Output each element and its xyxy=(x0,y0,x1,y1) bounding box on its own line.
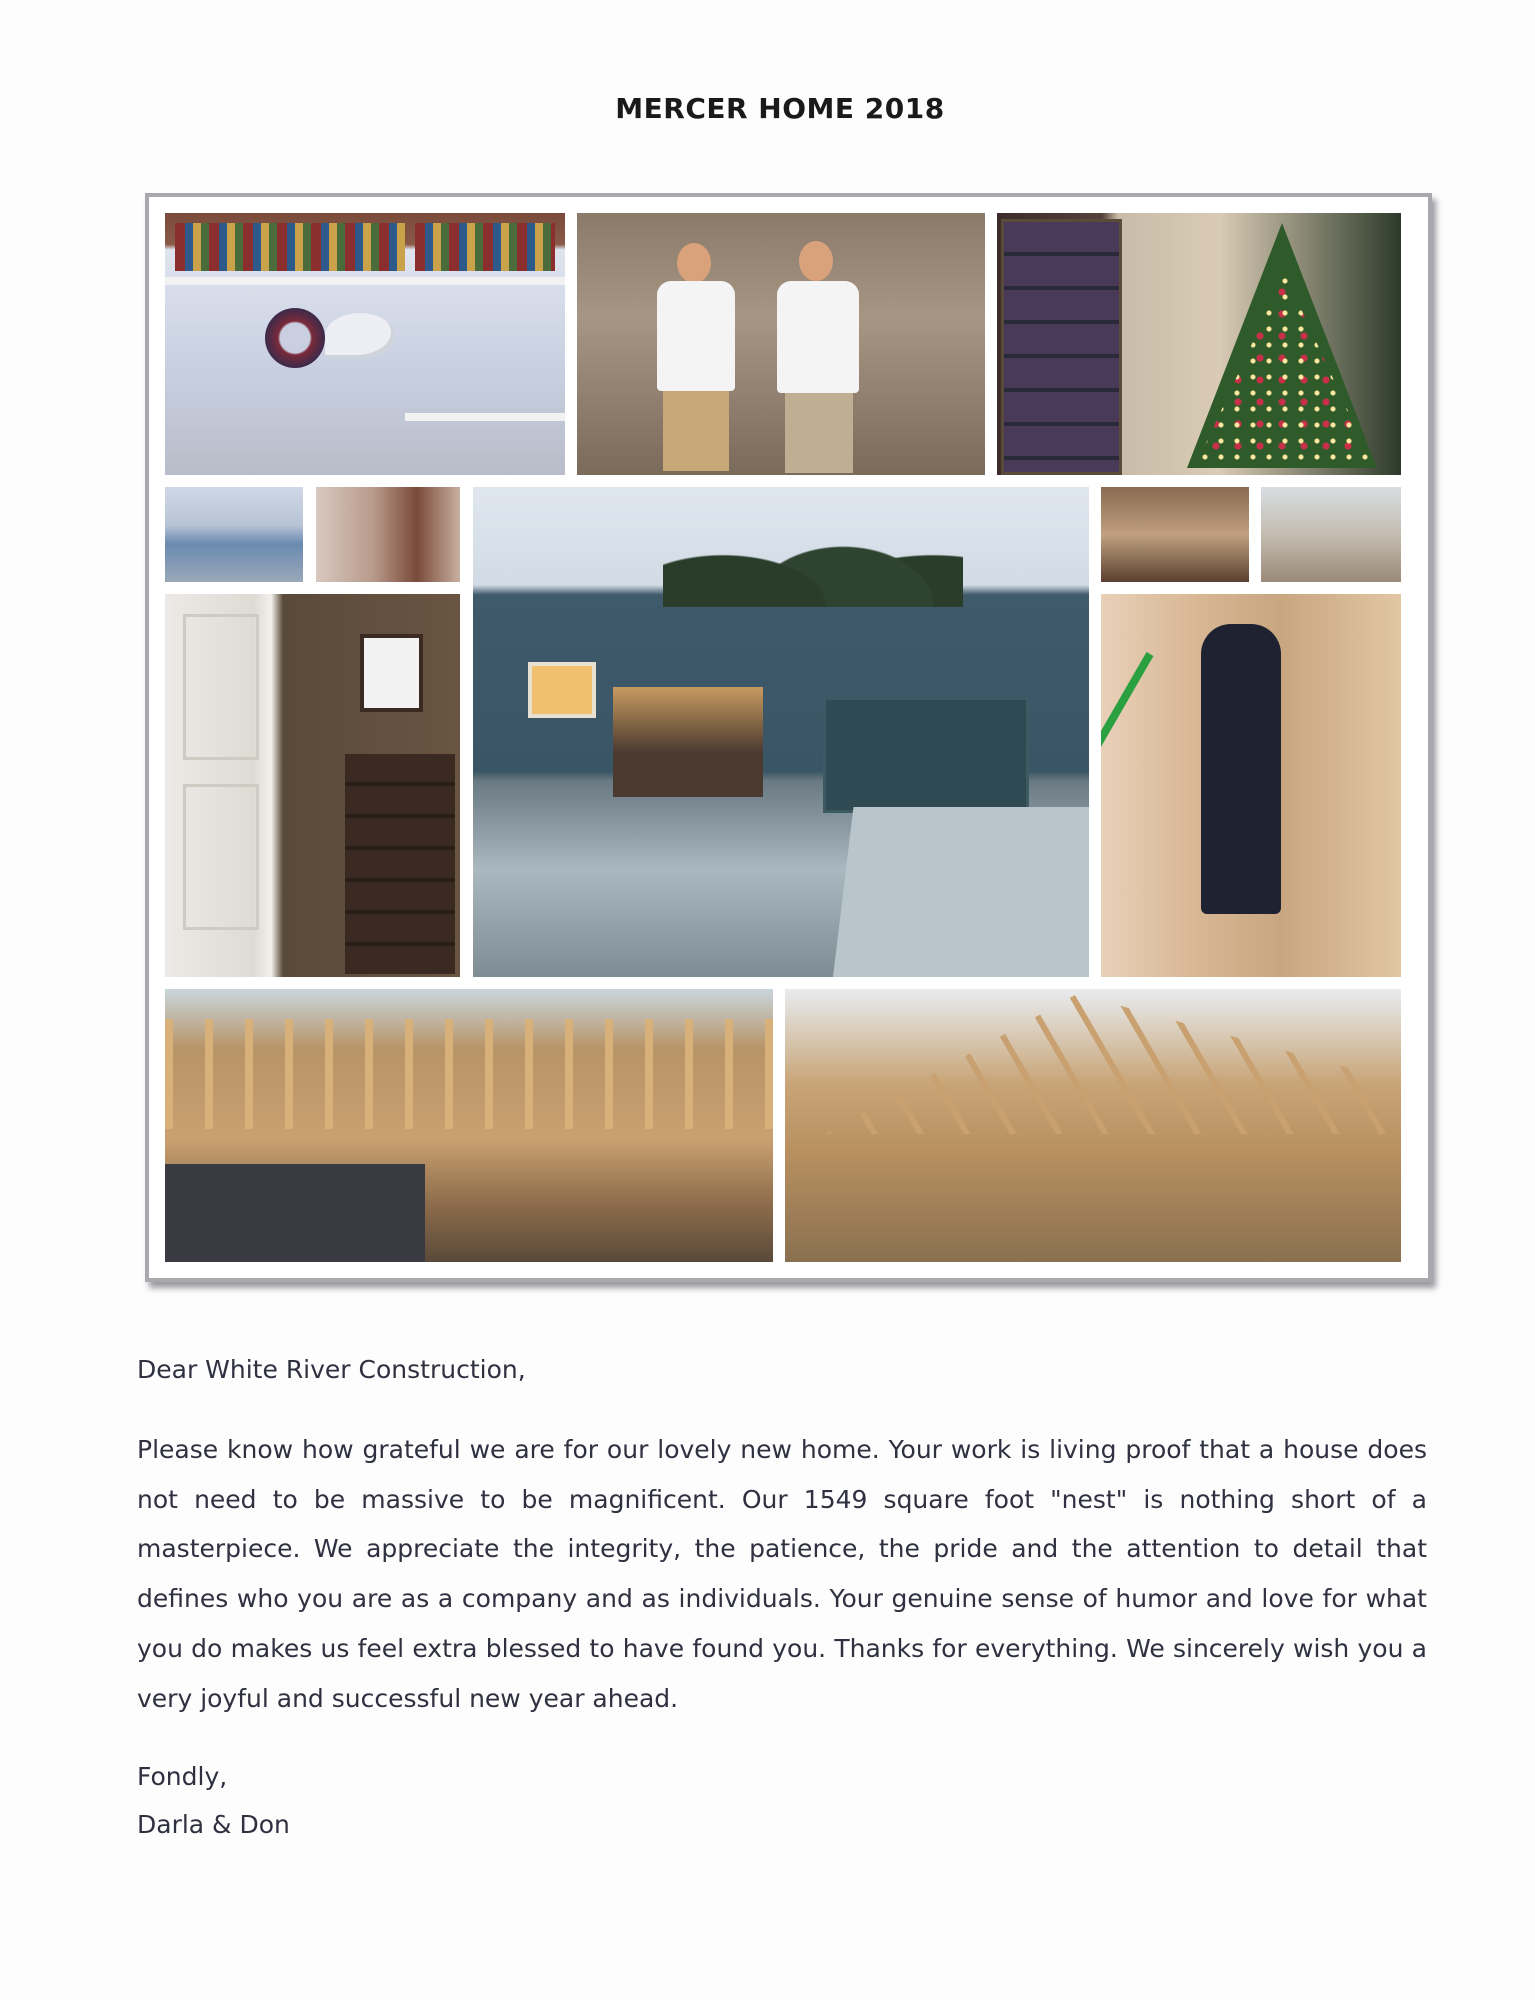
small-photo-3 xyxy=(1101,487,1249,582)
framing-photo-1 xyxy=(165,989,773,1262)
men-photo xyxy=(577,213,985,475)
page-title: MERCER HOME 2018 xyxy=(615,92,945,125)
letter xyxy=(137,1349,1427,1849)
photo-collage xyxy=(145,193,1432,1282)
letter-closing: Fondly, xyxy=(137,1762,228,1792)
door-photo xyxy=(165,594,460,977)
small-photo-1 xyxy=(165,487,303,582)
small-photo-2 xyxy=(316,487,460,582)
framing-photo-2 xyxy=(785,989,1401,1262)
christmas-tree-photo xyxy=(997,213,1401,475)
woman-photo xyxy=(1101,594,1401,977)
shelves-photo xyxy=(165,213,565,475)
letter-salutation: Dear White River Construction, xyxy=(137,1355,526,1384)
letter-signature: Darla & Don xyxy=(137,1810,290,1840)
letter-body: Please know how grateful we are for our lovely new home. Your work is living proof that a house does not need to be massive to be magnificent. Our 1549 square foot "nest" is nothing short of a masterpiece. We appreciate the integrity, the patience, the pride and the attention to detail that defines who you are as a company and as individuals. Your genuine sense of humor and love for what you do makes us feel extra blessed to have found you. Thanks for everything. We sincerely wish you a very joyful and successful new year ahead. xyxy=(137,1435,1427,1713)
small-photo-4 xyxy=(1261,487,1401,582)
house-photo xyxy=(473,487,1089,977)
